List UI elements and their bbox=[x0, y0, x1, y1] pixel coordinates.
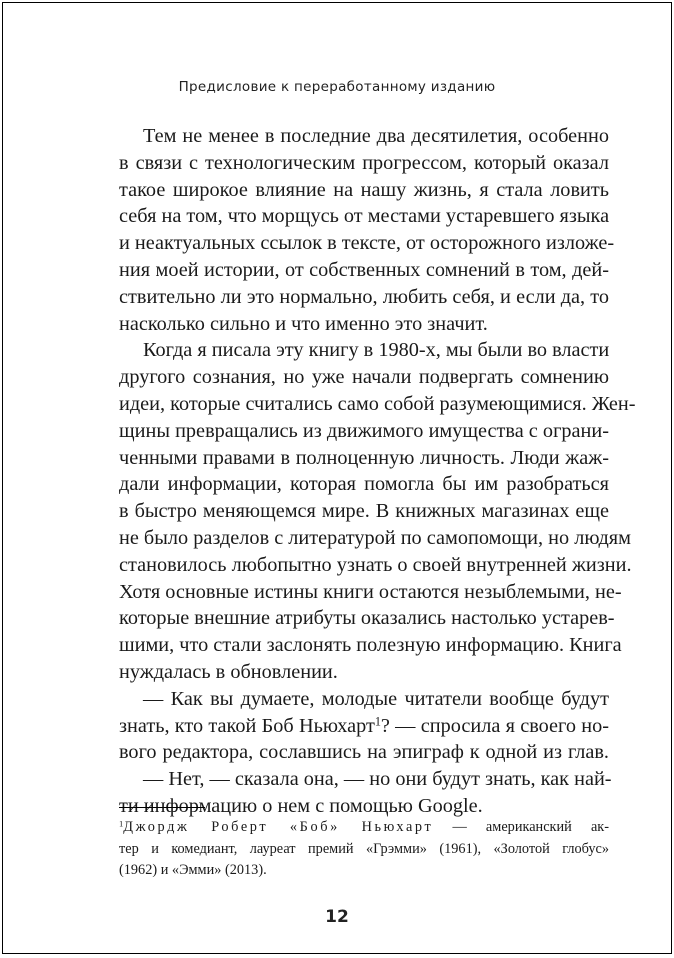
page-number: 12 bbox=[325, 907, 349, 927]
body-line: которые внешние атрибуты оказались настолько устарев- bbox=[119, 607, 615, 630]
footnote-reference: 1 bbox=[374, 713, 381, 728]
body-line: такое широкое влияние на нашу жизнь, я стала ловить bbox=[119, 178, 609, 201]
body-line-text: знать, кто такой Боб Ньюхарт bbox=[119, 714, 375, 737]
body-line: — Нет, — сказала она, — но они будут знать, как най- bbox=[143, 768, 612, 791]
body-line: Тем не менее в последние два десятилетия, особенно bbox=[143, 125, 609, 147]
book-page bbox=[2, 2, 672, 954]
body-line: ния моей истории, от собственных сомнений в том, дей- bbox=[119, 258, 609, 281]
body-line: ти информацию о нем с помощью Google. bbox=[119, 794, 483, 817]
body-line: в быстро меняющемся мире. В книжных магазинах еще bbox=[119, 500, 609, 523]
body-line: шими, что стали заслонять полезную информацию. Книга bbox=[119, 634, 622, 657]
running-title: Предисловие к переработанному изданию bbox=[178, 79, 496, 95]
body-line: другого сознания, но уже начали подвергать сомнению bbox=[119, 366, 609, 389]
footnote-rule bbox=[119, 807, 205, 808]
footnote-name: Джордж Роберт «Боб» Ньюхарт bbox=[123, 819, 434, 835]
body-line: в связи с технологическим прогрессом, который оказал bbox=[119, 151, 609, 174]
body-text bbox=[119, 123, 636, 820]
body-line: Когда я писала эту книгу в 1980-х, мы были во власти bbox=[143, 339, 610, 362]
footnote-line-1 bbox=[119, 817, 609, 839]
body-line: не было разделов с литературой по самопомощи, но людям bbox=[119, 526, 631, 549]
body-line: идеи, которые считались само собой разумеющимися. Жен- bbox=[119, 392, 636, 415]
footnote-line-3: (1962) и «Эмми» (2013). bbox=[119, 862, 267, 879]
body-line: насколько сильно и что именно это значит. bbox=[119, 312, 488, 335]
body-line: дали информации, которая помогла бы им разобраться bbox=[119, 473, 609, 496]
body-line-text-after: ? — спросила я своего но- bbox=[380, 714, 610, 737]
footnote-marker: 1 bbox=[119, 818, 124, 829]
body-line: и неактуальных ссылок в тексте, от осторожного изложе- bbox=[119, 232, 615, 255]
body-line: вого редактора, сославшись на эпиграф к одной из глав. bbox=[119, 741, 609, 764]
footnote-line1-rest: — американский ак- bbox=[433, 819, 610, 835]
body-line: Хотя основные истины книги остаются незыблемыми, не- bbox=[119, 580, 622, 603]
body-line: становилось любопытно узнать о своей внутренней жизни. bbox=[119, 553, 632, 576]
body-line: ствительно ли это нормально, любить себя, и если да, то bbox=[119, 285, 609, 308]
body-line: нуждалась в обновлении. bbox=[119, 660, 338, 683]
body-line: — Как вы думаете, молодые читатели вообще будут bbox=[143, 687, 609, 710]
body-line bbox=[119, 713, 609, 740]
footnote-line-2: тер и комедиант, лауреат премий «Грэмми» (1961), «Золотой глобус» bbox=[119, 840, 609, 857]
body-line: себя на том, что морщусь от местами устаревшего языка bbox=[119, 205, 610, 228]
body-line: ченными правами в полноценную личность. Люди жаж- bbox=[119, 446, 609, 469]
body-line: щины превращались из движимого имущества с ограни- bbox=[119, 419, 609, 442]
footnote bbox=[119, 817, 609, 882]
